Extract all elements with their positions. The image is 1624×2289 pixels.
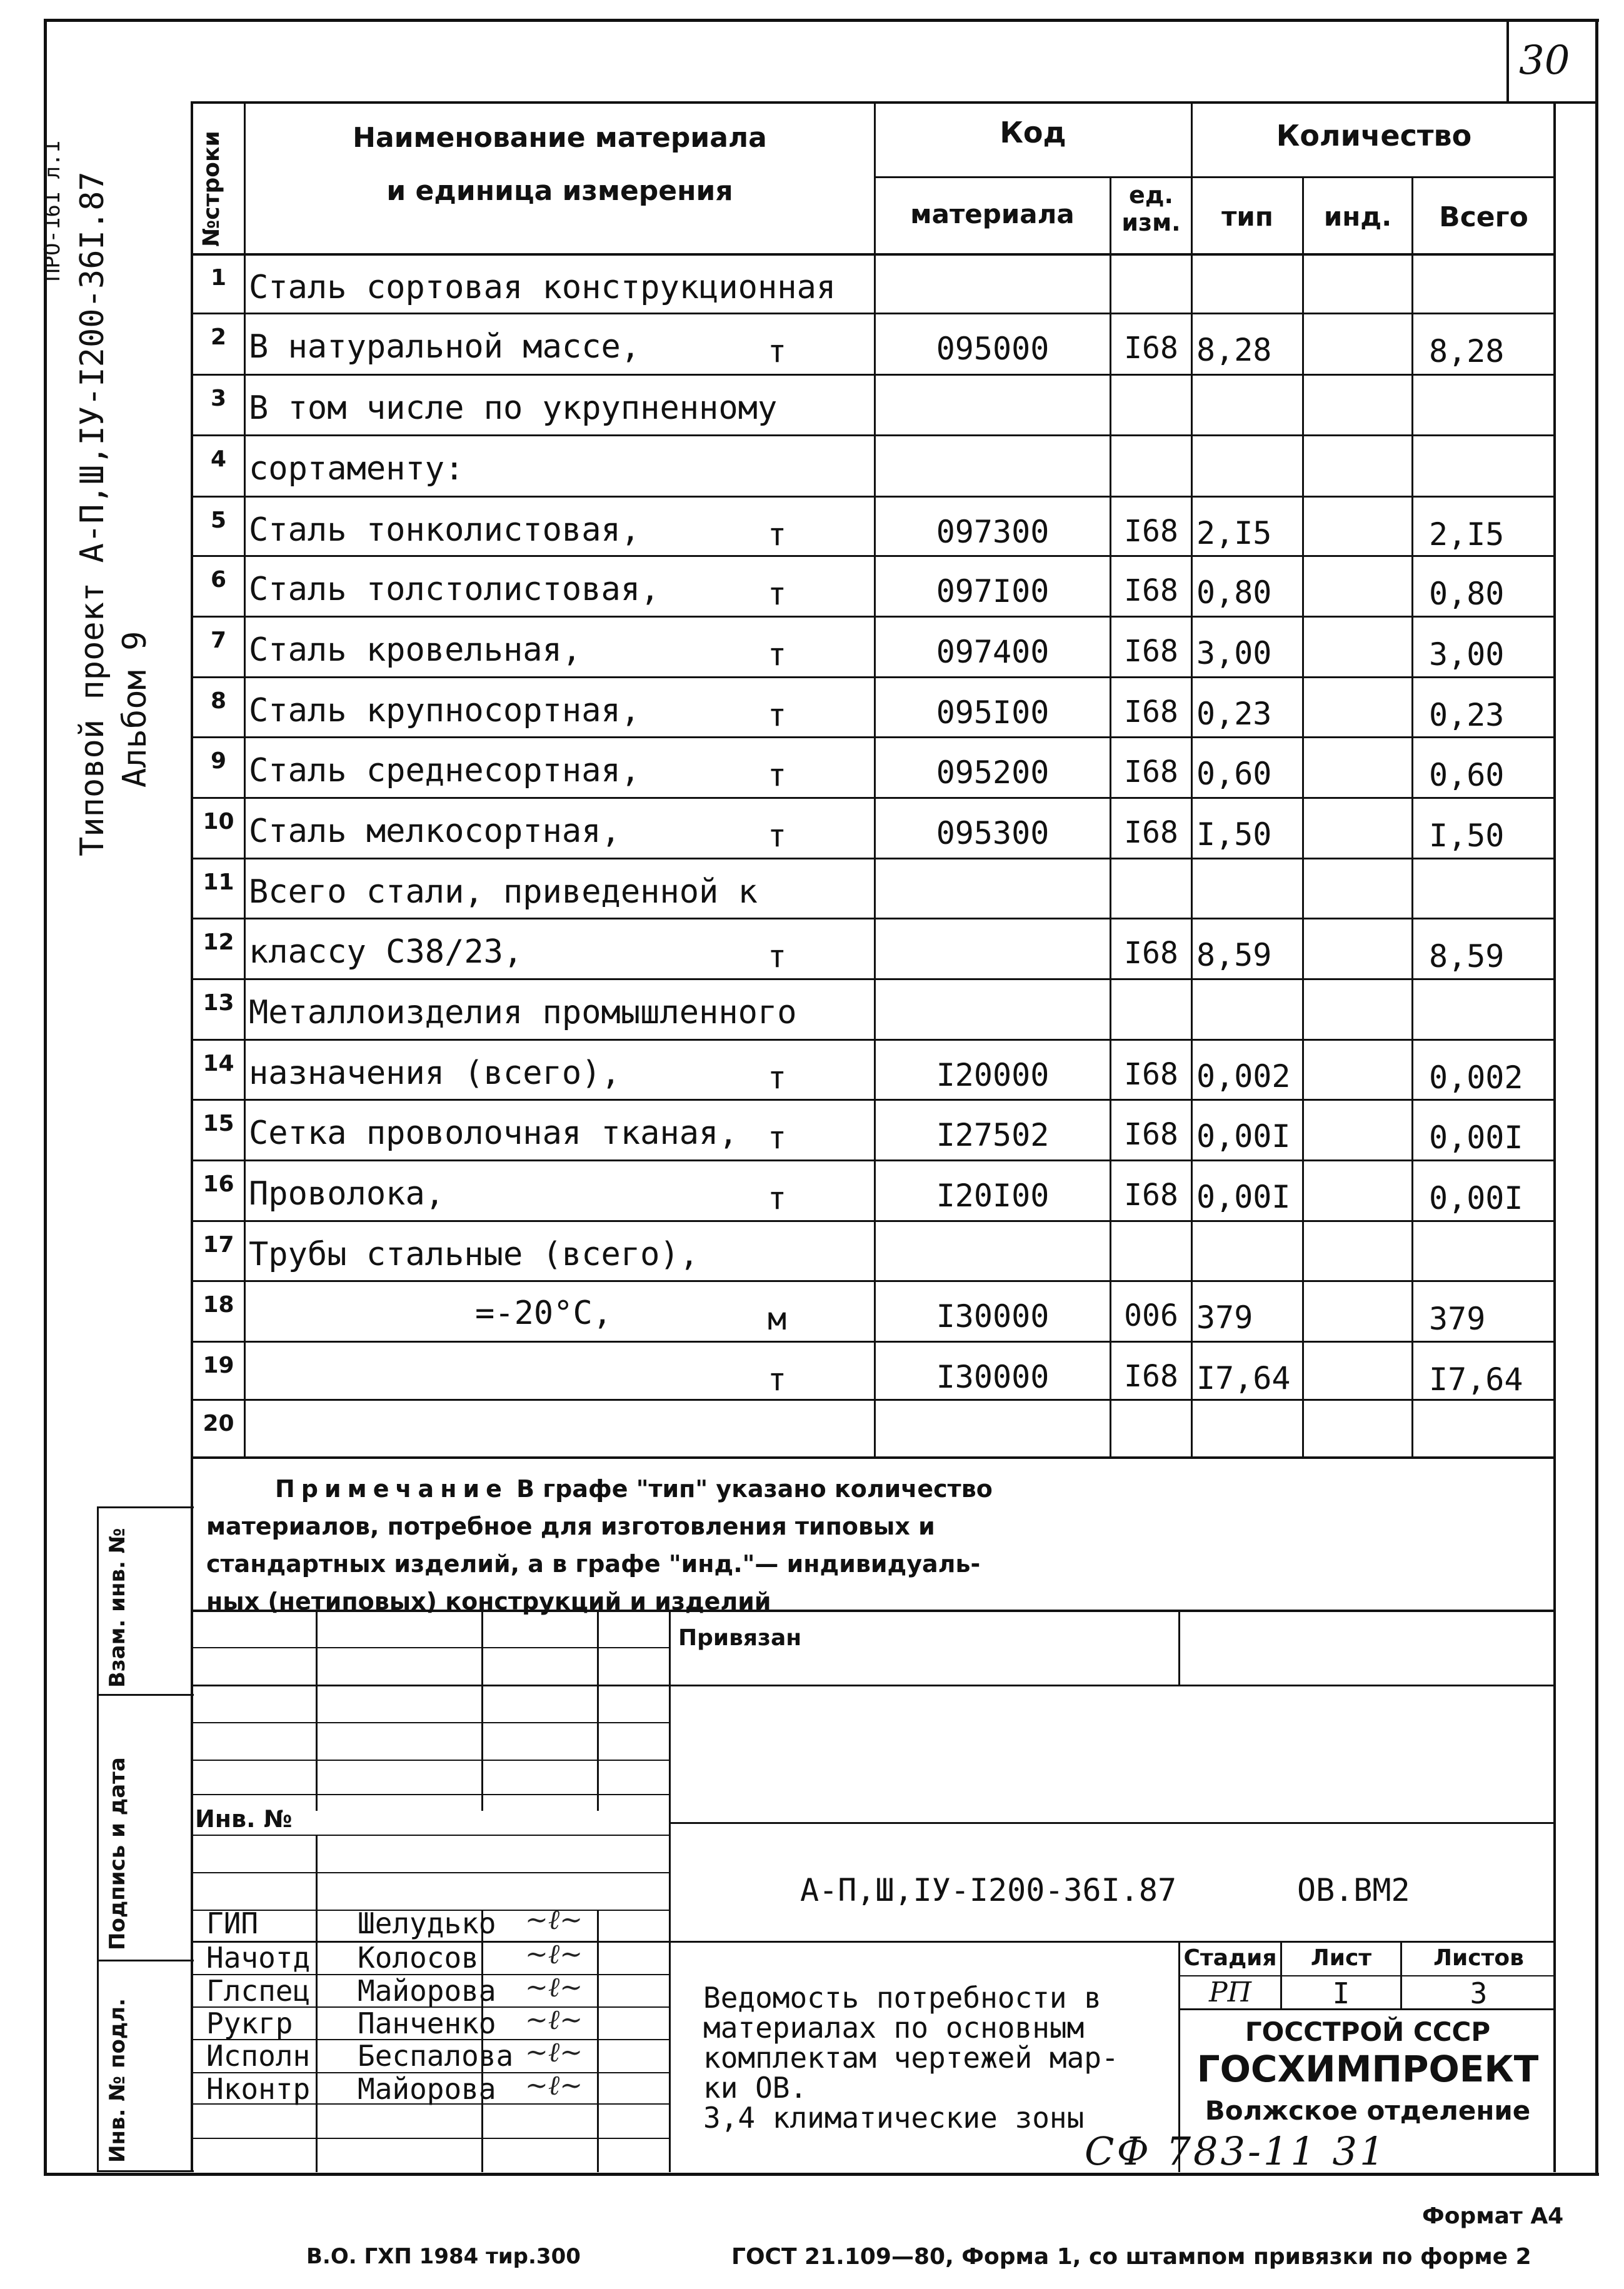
header-code-material: материала	[910, 199, 1075, 229]
header-qty-ind: инд.	[1323, 201, 1392, 232]
row-unit-code: I68	[1124, 331, 1178, 366]
sheets-label: Листов	[1433, 1945, 1524, 1971]
row-code: I30000	[936, 1298, 1050, 1335]
row-qty-total: 0,00I	[1429, 1180, 1523, 1216]
header-row-no: №строки	[199, 131, 224, 247]
doc-title-line: материалах по основным	[703, 2011, 1085, 2045]
handwritten-number: СФ 783-11 31	[1085, 2128, 1387, 2174]
doc-title	[703, 1983, 1119, 2133]
row-qty-type: 0,80	[1196, 574, 1272, 611]
stamp-role: Исполн	[206, 2039, 311, 2073]
row-unit-code: I68	[1124, 573, 1178, 608]
row-name: Проволока,	[249, 1175, 445, 1213]
row-name: Сталь среднесортная,	[249, 752, 641, 789]
row-qty-type: I,50	[1196, 816, 1272, 853]
row-number: 15	[203, 1111, 234, 1136]
signature-scribble: ~ℓ~	[525, 2004, 583, 2036]
row-qty-type: 2,I5	[1196, 515, 1272, 551]
stamp-role: Рукгр	[206, 2006, 293, 2040]
row-number: 1	[210, 265, 227, 291]
signature-scribble: ~ℓ~	[525, 1938, 583, 1970]
row-unit-code: I68	[1124, 1117, 1178, 1152]
doc-title-line: Ведомость потребности в	[703, 1981, 1101, 2015]
signature-scribble: ~ℓ~	[525, 2070, 583, 2101]
signature-scribble: ~ℓ~	[525, 2036, 583, 2068]
header-qty-type: тип	[1221, 201, 1273, 232]
note-label: Примечание	[275, 1475, 508, 1503]
row-name: Сталь мелкосортная,	[249, 813, 621, 850]
privyazan-label: Привязан	[678, 1625, 802, 1651]
row-number: 19	[203, 1353, 234, 1378]
stamp-role: Нконтр	[206, 2072, 311, 2106]
row-unit-label: т	[768, 1059, 787, 1096]
note-line1: В графе "тип" указано количество	[516, 1475, 993, 1503]
side-code: ПРО-161 л.1	[40, 140, 65, 281]
doc-code: А-П,Ш,IУ-I200-36I.87	[800, 1872, 1177, 1908]
row-code: 097400	[936, 634, 1050, 670]
row-name: В натуральной массе,	[249, 328, 641, 366]
row-unit-label: т	[768, 333, 787, 369]
format-label: Формат А4	[1422, 2203, 1564, 2229]
org-line3: Волжское отделение	[1205, 2095, 1531, 2126]
note-line4: ных (нетиповых) конструкций и изделий	[206, 1588, 771, 1615]
row-number: 8	[210, 688, 227, 714]
row-unit-label: т	[768, 1119, 787, 1156]
row-qty-type: 8,59	[1196, 937, 1272, 973]
row-qty-total: 0,00I	[1429, 1119, 1523, 1156]
row-code: 097I00	[936, 573, 1050, 609]
row-unit-label: т	[768, 697, 787, 733]
signature-scribble: ~ℓ~	[525, 1904, 583, 1936]
stamp-role: Глспец	[206, 1974, 311, 2008]
org-line2: ГОСХИМПРОЕКТ	[1196, 2048, 1539, 2090]
doc-mark: ОВ.ВМ2	[1297, 1872, 1410, 1908]
row-unit-code: I68	[1124, 514, 1178, 549]
stamp-person-name: Шелудько	[358, 1906, 496, 1940]
row-code: I20000	[936, 1057, 1050, 1093]
stage-label: Стадия	[1183, 1945, 1277, 1971]
row-unit-label: т	[768, 757, 787, 793]
row-qty-type: 0,00I	[1196, 1179, 1291, 1215]
side-vzam-label: Взам. инв. №	[105, 1528, 130, 1688]
row-qty-total: 379	[1429, 1301, 1486, 1337]
row-name: классу С38/23,	[249, 933, 523, 971]
row-unit-label: т	[768, 938, 787, 974]
print-info: В.О. ГХП 1984 тир.300	[306, 2244, 581, 2269]
sheet-label: Лист	[1310, 1945, 1372, 1971]
row-code: I20I00	[936, 1178, 1050, 1214]
doc-title-line: 3,4 климатические зоны	[703, 2101, 1085, 2135]
row-code: I27502	[936, 1117, 1050, 1153]
row-number: 2	[210, 324, 227, 350]
row-name: Трубы стальные (всего),	[249, 1236, 699, 1273]
row-qty-type: 0,00I	[1196, 1118, 1291, 1155]
row-name: Сталь толстолистовая,	[249, 571, 660, 608]
stamp-person-name: Беспалова	[358, 2039, 514, 2073]
side-project-title: Типовой проект А-П,Ш,IУ-I200-36I.87	[74, 171, 111, 856]
doc-title-line: ки ОВ.	[703, 2071, 808, 2105]
row-number: 11	[203, 869, 234, 895]
row-qty-type: 379	[1196, 1300, 1253, 1336]
header-name-line2: и единица измерения	[386, 175, 733, 207]
stamp-person-name: Майорова	[358, 2072, 496, 2106]
row-number: 4	[210, 446, 227, 472]
row-name: =-20°С,	[475, 1295, 613, 1332]
row-qty-total: 2,I5	[1429, 516, 1505, 553]
row-unit-label: т	[768, 1361, 787, 1398]
row-unit-label: м	[768, 1301, 787, 1337]
row-number: 14	[203, 1051, 234, 1076]
row-name: Сталь кровельная,	[249, 631, 582, 669]
row-unit-code: I68	[1124, 815, 1178, 850]
stamp-person-name: Панченко	[358, 2006, 496, 2040]
note-line2: материалов, потребное для изготовления типовых и	[206, 1513, 935, 1540]
row-unit-label: т	[768, 1180, 787, 1216]
row-qty-total: 0,23	[1429, 697, 1505, 733]
row-unit-label: т	[768, 576, 787, 612]
row-name: Сталь сортовая конструкционная	[249, 269, 836, 306]
row-code: 095I00	[936, 694, 1050, 731]
row-qty-total: 8,59	[1429, 938, 1505, 974]
row-number: 10	[203, 809, 234, 834]
row-code: 095300	[936, 815, 1050, 851]
sheets-value: 3	[1470, 1976, 1488, 2010]
row-name: В том числе по укрупненному	[249, 389, 778, 427]
side-podpis-label: Подпись и дата	[105, 1757, 130, 1950]
row-qty-total: I7,64	[1429, 1361, 1523, 1398]
row-number: 3	[210, 386, 227, 411]
row-qty-type: 0,002	[1196, 1058, 1291, 1094]
row-unit-label: т	[768, 818, 787, 854]
row-qty-total: 3,00	[1429, 636, 1505, 673]
row-unit-code: I68	[1124, 694, 1178, 729]
header-qty-total: Всего	[1439, 201, 1528, 233]
row-qty-total: I,50	[1429, 818, 1505, 854]
row-unit-label: т	[768, 636, 787, 673]
row-unit-code: I68	[1124, 1178, 1178, 1213]
row-qty-total: 8,28	[1429, 333, 1505, 369]
row-number: 16	[203, 1171, 234, 1197]
stamp-role: Начотд	[206, 1941, 311, 1975]
page-number: 30	[1519, 38, 1570, 84]
row-unit-code: I68	[1124, 1359, 1178, 1394]
header-qty: Количество	[1276, 119, 1472, 153]
row-name: Сталь крупносортная,	[249, 692, 641, 729]
row-unit-code: 006	[1124, 1298, 1178, 1333]
side-album-title: Альбом 9	[116, 631, 154, 788]
header-name-line1: Наименование материала	[353, 122, 767, 154]
signature-scribble: ~ℓ~	[525, 1971, 583, 2003]
row-number: 18	[203, 1292, 234, 1318]
row-qty-total: 0,80	[1429, 576, 1505, 612]
row-number: 5	[210, 508, 227, 533]
row-unit-code: I68	[1124, 754, 1178, 789]
header-code: Код	[1000, 116, 1066, 149]
doc-title-line: комплектам чертежей мар-	[703, 2041, 1119, 2075]
row-unit-code: I68	[1124, 634, 1178, 669]
row-name: сортаменту:	[249, 450, 464, 488]
note-line3: стандартных изделий, а в графе "инд."— индивидуаль-	[206, 1550, 981, 1578]
row-code: 097300	[936, 514, 1050, 550]
gost-info: ГОСТ 21.109—80, Форма 1, со штампом привязки по форме 2	[731, 2244, 1531, 2270]
row-qty-type: 0,23	[1196, 696, 1272, 732]
row-qty-type: 8,28	[1196, 332, 1272, 368]
org-line1: ГОССТРОЙ СССР	[1245, 2016, 1491, 2047]
row-name: назначения (всего),	[249, 1054, 621, 1092]
sheet-value: I	[1332, 1976, 1350, 2010]
row-qty-type: 0,60	[1196, 756, 1272, 792]
row-number: 6	[210, 567, 227, 593]
side-inv-podl-label: Инв. № подл.	[105, 1998, 130, 2163]
row-name: Сетка проволочная тканая,	[249, 1114, 738, 1152]
stamp-person-name: Майорова	[358, 1974, 496, 2008]
row-code: I30000	[936, 1359, 1050, 1395]
row-unit-label: т	[768, 516, 787, 553]
row-name: Всего стали, приведенной к	[249, 873, 758, 911]
row-number: 17	[203, 1232, 234, 1258]
row-name: Сталь тонколистовая,	[249, 511, 641, 549]
row-number: 12	[203, 929, 234, 955]
row-qty-total: 0,60	[1429, 757, 1505, 793]
row-qty-type: I7,64	[1196, 1360, 1291, 1396]
row-code: 095000	[936, 331, 1050, 367]
row-qty-type: 3,00	[1196, 635, 1272, 671]
row-number: 7	[210, 628, 227, 653]
stage-value: РП	[1209, 1976, 1251, 2008]
row-unit-code: I68	[1124, 1057, 1178, 1092]
note	[206, 1470, 993, 1620]
header-code-unit: ед. изм.	[1121, 181, 1181, 236]
stamp-role: ГИП	[206, 1906, 259, 1940]
row-code: 095200	[936, 754, 1050, 791]
inv-no-label: Инв. №	[195, 1805, 293, 1833]
row-number: 9	[210, 748, 227, 774]
row-unit-code: I68	[1124, 936, 1178, 971]
row-qty-total: 0,002	[1429, 1059, 1523, 1096]
row-number: 20	[203, 1411, 234, 1436]
row-number: 13	[203, 990, 234, 1016]
row-name: Металлоизделия промышленного	[249, 994, 797, 1031]
stamp-person-name: Колосов	[358, 1941, 479, 1975]
